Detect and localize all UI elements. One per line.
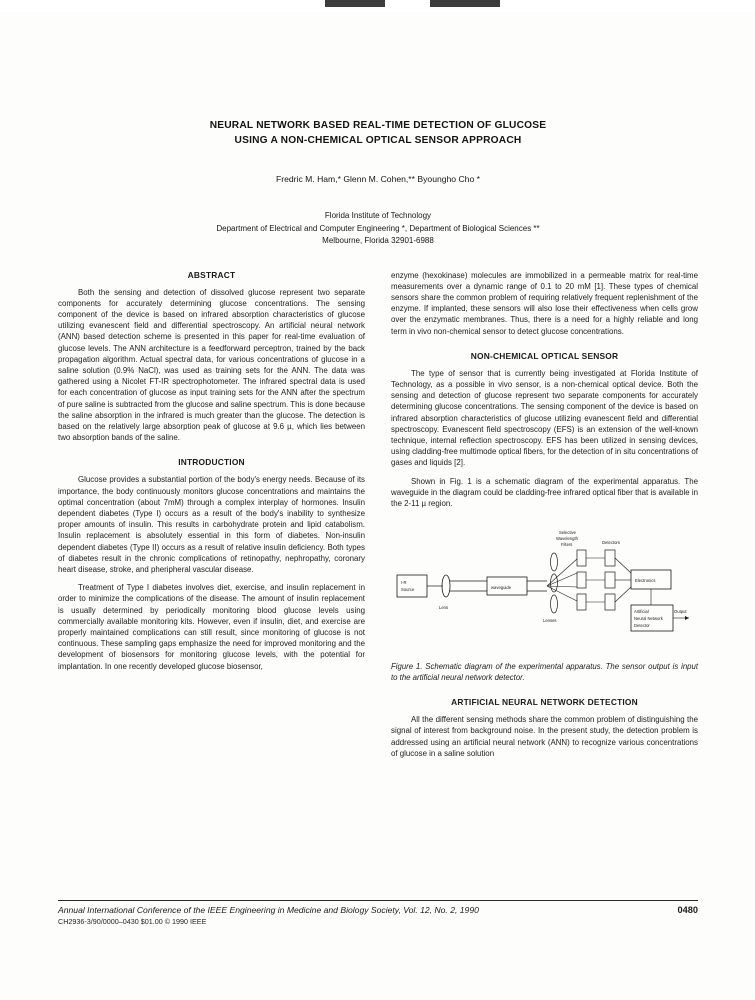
svg-text:Electronics: Electronics [635,578,656,584]
scan-artifact-mark-1 [325,0,385,7]
abstract-paragraph: Both the sensing and detection of dissolved glucose represent two separate components for accurately determining glucose concentrations. The sensing component of the device is based on infrared absorption characteristics of glucose utilizing evanescent field and differential spectroscopy. An artificial neural network (ANN) based detection scheme is presented in this paper for real-time evaluation of glucose levels. The ANN architecture is a feedforward perceptron, trained by the back propagation algorithm. Actual spectral data, for various concentrations of glucose in a saline solution (0.9% NaCl), was used as training sets for the ANN. The data was gathered using a Nicolet FT-IR spectrophotometer. The infrared spectral data is used for each concentration of glucose as input training sets for the ANN after the spectrum of pure saline is subtracted from the glucose and saline spectrum. This is done because the saline absorption in the infrared is much greater than the glucose. The detection is based on the relatively large absorption peak of glucose at 9.6 µ, which lies between two absorption bands of the saline. [58,287,365,443]
two-column-layout [58,270,698,766]
figure-1 [391,517,698,655]
affiliation-block [58,210,698,248]
svg-text:Detector: Detector [634,623,650,629]
author-list: Fredric M. Ham,* Glenn M. Cohen,** Byoungho Cho * [276,174,480,184]
svg-text:Source: Source [401,587,415,593]
svg-text:waveguide: waveguide [491,585,512,591]
svg-text:I-R: I-R [401,580,407,586]
scan-artifact-mark-2 [430,0,500,7]
section-heading-ann-detection: ARTIFICIAL NEURAL NETWORK DETECTION [451,697,638,708]
svg-text:Artificial: Artificial [634,609,649,615]
svg-text:Detectors: Detectors [602,540,620,546]
svg-text:Neural Network: Neural Network [634,616,663,622]
figure-1-caption: Figure 1. Schematic diagram of the experimental apparatus. The sensor output is input to the artificial neural network detector. [391,662,698,683]
intro-paragraph-1: Glucose provides a substantial portion of the body's energy needs. Because of its importance, the body continuously monitors glucose concentrations and maintains the optimal concentration (about 7mM) through a complex interplay of hormones. Insulin dependent diabetes (Type I) occurs as a result of the body's inability to synthesize proper amounts of insulin. This results in carbohydrate protein and lipid catabolism. Insulin replacement is absolutely essential in this form of diabetes. Non-insulin dependent diabetes (Type II) occurs as a result of relative insulin deficiency. Both types of diabetes result in the chronic complications of retinopathy, nephropathy, coronary heart disease, stroke, and pheripheral vascular disease. [58,475,365,574]
intro-paragraph-2: Treatment of Type I diabetes involves diet, exercise, and insulin replacement in order to minimize the complications of the disease. The amount of insulin replacement is usually determined by periodically monitoring blood glucose levels using commercially available monitoring kits. However, even if insulin, diet, and exercise are properly maintained complications can still result, since monitoring of glucose is not continuous. These sampling gaps emphasize the need for improved monitoring and the development of biosensors for monitoring glucose levels, with the potential for implantation. In one recently developed glucose biosensor, [58,583,365,671]
affiliation-line-1: Florida Institute of Technology [324,211,432,220]
optical-paragraph-2: Shown in Fig. 1 is a schematic diagram of the experimental apparatus. The waveguide in the diagram could be cladding-free infrared optical fiber that is available in the 2-11 µ region. [391,476,698,508]
optical-paragraph-1: The type of sensor that is currently being investigated at Florida Institute of Technology, as a possible in vivo sensor, is a non-chemical optical device. Both the sensing and detection of glucose represent two separate components for accurately determining glucose concentrations. The sensing component of the device is based on infrared absorption characteristics of glucose utilizing evanescent field and differential spectroscopy. Evanescent field spectroscopy (EFS) is an extension of the well-known technique, internal reflection spectroscopy. EFS has been utilized in sensing devices, using cladding-free multimode optical fibers, for the detection of in situ concentrations of gases and liquids [2]. [391,368,698,468]
title-line-2: USING A NON-CHEMICAL OPTICAL SENSOR APPROACH [234,135,522,146]
column-right [391,270,698,766]
svg-text:Wavelength: Wavelength [556,536,578,542]
svg-text:Lenses: Lenses [543,618,557,624]
svg-text:Selective: Selective [559,530,576,536]
page-number: 0480 [677,905,698,915]
footer-citation-row [58,905,698,915]
svg-text:Lens: Lens [439,605,449,611]
footer-divider [58,900,698,901]
title-line-1: NEURAL NETWORK BASED REAL-TIME DETECTION OF GLUCOSE [209,120,547,131]
affiliation-line-2: Department of Electrical and Computer Engineering *, Department of Biological Sciences ** [216,223,540,233]
section-heading-optical-sensor: NON-CHEMICAL OPTICAL SENSOR [470,350,619,361]
page-footer [58,900,698,926]
footer-copyright: CH2936-3/90/0000–0430 $01.00 © 1990 IEEE [58,917,207,926]
page-title [58,118,698,148]
section-heading-introduction: INTRODUCTION [178,457,245,468]
paper-body [58,118,698,888]
section-heading-abstract: ABSTRACT [187,269,236,280]
column-left [58,270,365,766]
svg-text:Output: Output [674,609,687,615]
svg-text:Filters: Filters [561,542,573,548]
figure-1-schematic [391,517,698,655]
affiliation-line-3: Melbourne, Florida 32901-6988 [322,236,434,245]
footer-citation: Annual International Conference of the IEEE Engineering in Medicine and Biology Society, Vol. 12, No. 2, 1990 [58,905,479,915]
right-paragraph-1: enzyme (hexokinase) molecules are immobilized in a permeable matrix for real-time measurements over a dynamic range of 0.1 to 20 mM [1]. These types of chemical sensors share the common problem of requiring relatively frequent replenishment of the enzyme. If implanted, these sensors will also lose their effectiveness when cells grow over the enzymatic membranes. Thus, there is a need for a highly reliable and long term in vivo non-chemical sensor to detect glucose concentrations. [391,270,698,336]
ann-paragraph-1: All the different sensing methods share the common problem of distinguishing the signal of interest from background noise. In the present study, the detection problem is addressed using an artificial neural network (ANN) to recognize various concentrations of glucose in a saline solution [391,715,698,758]
